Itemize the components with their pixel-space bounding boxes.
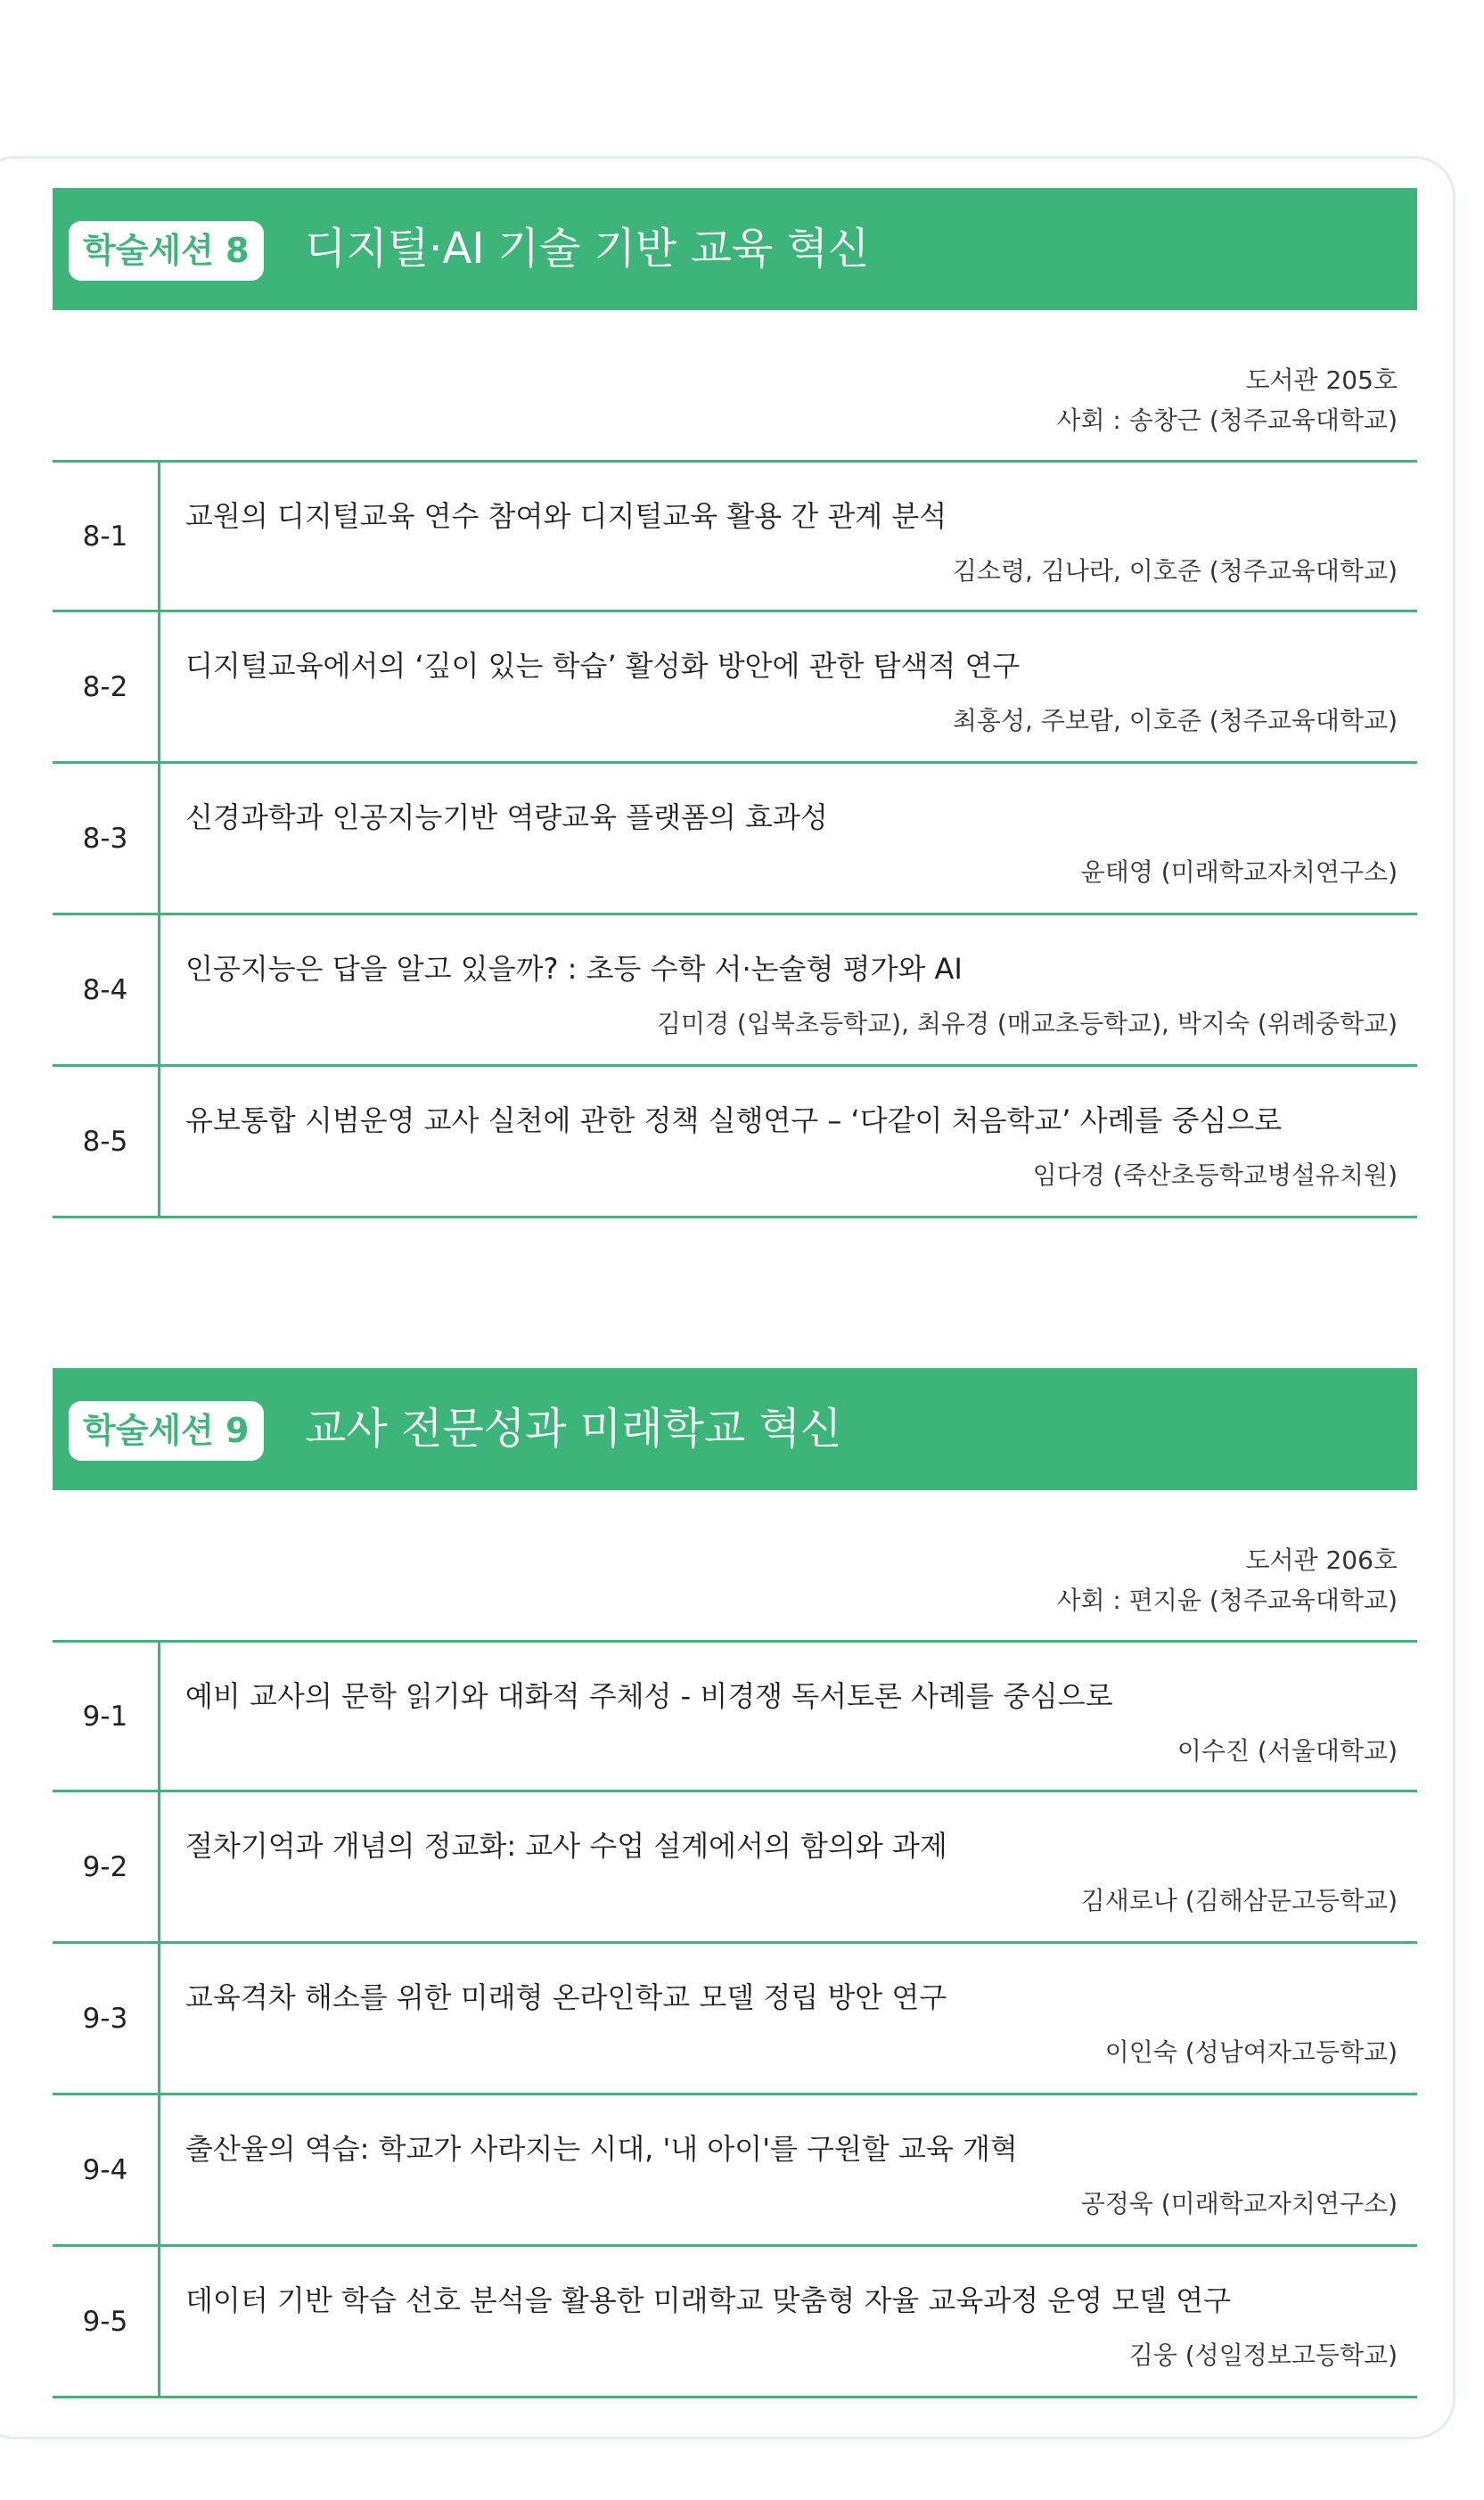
paper-authors: 이수진 (서울대학교) xyxy=(1177,1736,1398,1766)
paper-row xyxy=(53,2247,1417,2398)
paper-number: 9-1 xyxy=(53,1643,160,1790)
paper-row xyxy=(53,2095,1417,2247)
paper-authors: 윤태영 (미래학교자치연구소) xyxy=(1080,857,1398,887)
paper-row xyxy=(53,915,1417,1067)
paper-row xyxy=(53,1944,1417,2095)
session-header xyxy=(53,1368,1417,1490)
paper-authors: 임다경 (죽산초등학교병설유치원) xyxy=(1032,1160,1398,1190)
paper-title: 출산율의 역습: 학교가 사라지는 시대, '내 아이'를 구원할 교육 개혁 xyxy=(185,2132,1018,2166)
paper-number: 8-5 xyxy=(53,1067,160,1216)
paper-row xyxy=(53,764,1417,915)
paper-authors: 김미경 (입북초등학교), 최유경 (매교초등학교), 박지숙 (위례중학교) xyxy=(656,1009,1398,1038)
paper-authors: 이인숙 (성남여자고등학교) xyxy=(1104,2037,1398,2067)
paper-title: 신경과학과 인공지능기반 역량교육 플랫폼의 효과성 xyxy=(185,800,828,834)
paper-authors: 최홍성, 주보람, 이호준 (청주교육대학교) xyxy=(952,706,1398,735)
session-room: 도서관 206호 xyxy=(1245,1545,1398,1575)
paper-authors: 김웅 (성일정보고등학교) xyxy=(1128,2340,1398,2370)
paper-authors: 김새로나 (김해삼문고등학교) xyxy=(1080,1886,1398,1915)
session-meta xyxy=(53,1490,1417,1640)
session-host: 사회 : 송창근 (청주교육대학교) xyxy=(1056,406,1398,435)
paper-row xyxy=(53,1643,1417,1792)
paper-number: 9-4 xyxy=(53,2095,160,2244)
paper-number: 8-2 xyxy=(53,612,160,761)
paper-number: 9-5 xyxy=(53,2247,160,2396)
paper-number: 9-2 xyxy=(53,1792,160,1941)
paper-title: 인공지능은 답을 알고 있을까? : 초등 수학 서·논술형 평가와 AI xyxy=(185,952,963,986)
paper-row xyxy=(53,612,1417,764)
paper-row xyxy=(53,1792,1417,1944)
session-8 xyxy=(53,188,1417,1218)
paper-row xyxy=(53,1067,1417,1218)
session-badge: 학술세션 9 xyxy=(69,1401,264,1461)
paper-table xyxy=(53,1640,1417,2398)
paper-title: 유보통합 시범운영 교사 실천에 관한 정책 실행연구 – ‘다같이 처음학교’ 사례를 중심으로 xyxy=(185,1103,1283,1137)
paper-number: 8-3 xyxy=(53,764,160,913)
paper-number: 8-4 xyxy=(53,915,160,1064)
session-badge: 학술세션 8 xyxy=(69,221,264,281)
paper-row xyxy=(53,463,1417,612)
session-title: 교사 전문성과 미래학교 혁신 xyxy=(305,1404,842,1454)
paper-title: 교육격차 해소를 위한 미래형 온라인학교 모델 정립 방안 연구 xyxy=(185,1980,947,2014)
paper-table xyxy=(53,460,1417,1218)
paper-number: 9-3 xyxy=(53,1944,160,2093)
paper-authors: 김소령, 김나라, 이호준 (청주교육대학교) xyxy=(952,556,1398,586)
paper-authors: 공정욱 (미래학교자치연구소) xyxy=(1080,2189,1398,2218)
session-header xyxy=(53,188,1417,310)
paper-title: 데이터 기반 학습 선호 분석을 활용한 미래학교 맞춤형 자율 교육과정 운영 모델 연구 xyxy=(185,2283,1232,2317)
paper-title: 절차기억과 개념의 정교화: 교사 수업 설계에서의 함의와 과제 xyxy=(185,1829,947,1863)
session-meta xyxy=(53,310,1417,460)
session-9 xyxy=(53,1368,1417,2398)
paper-number: 8-1 xyxy=(53,463,160,610)
paper-title: 디지털교육에서의 ‘깊이 있는 학습’ 활성화 방안에 관한 탐색적 연구 xyxy=(185,649,1021,683)
session-host: 사회 : 편지윤 (청주교육대학교) xyxy=(1056,1586,1398,1615)
session-room: 도서관 205호 xyxy=(1245,365,1398,395)
paper-title: 예비 교사의 문학 읽기와 대화적 주체성 - 비경쟁 독서토론 사례를 중심으로 xyxy=(185,1679,1113,1713)
session-title: 디지털·AI 기술 기반 교육 혁신 xyxy=(305,224,870,274)
paper-title: 교원의 디지털교육 연수 참여와 디지털교육 활용 간 관계 분석 xyxy=(185,499,947,533)
